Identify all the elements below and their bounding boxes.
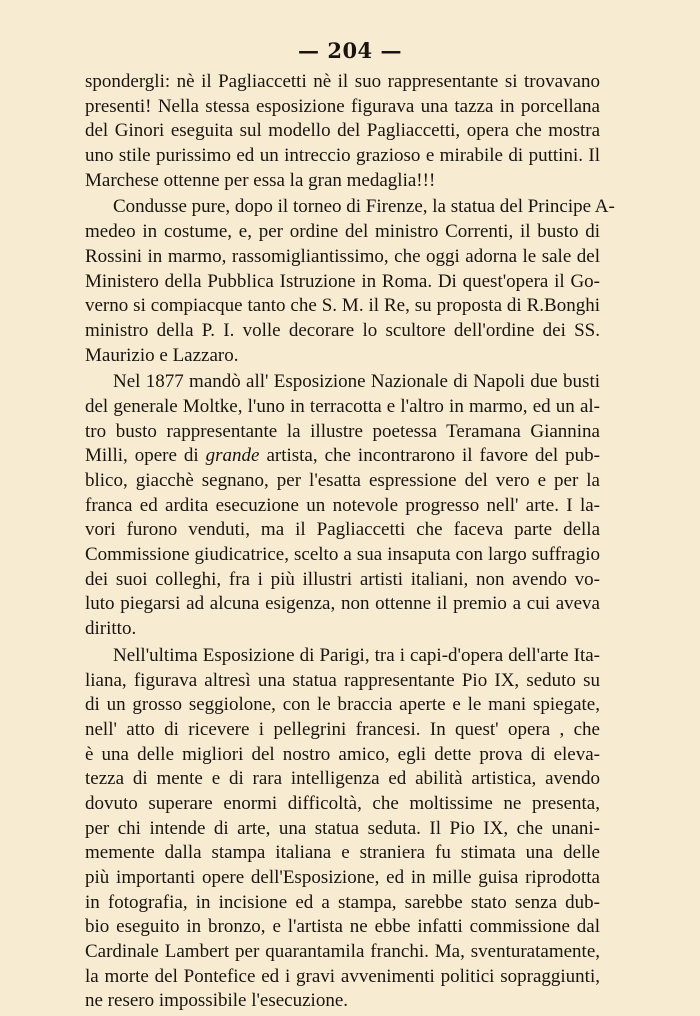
paragraph [85,370,600,642]
text-line: del generale Moltke, l'uno in terracotta e l'altro in marmo, ed un al- [85,395,600,417]
text-line: liana, figurava altresì una statua rappresentante Pio IX, seduto su [85,669,600,691]
text-line: ministro della P. I. volle decorare lo scultore dell'ordine dei SS. [85,319,600,341]
page-number: — 204 — [298,38,402,63]
text-line: in fotografia, in incisione ed a stampa, sarebbe stato senza dub- [85,891,600,913]
text-line: medeo in costume, e, per ordine del ministro Correnti, il busto di [85,221,600,243]
text-line: Commissione giudicatrice, scelto a sua insaputa con largo suffragio [85,544,600,566]
paragraph [85,644,600,1014]
paragraph [85,70,600,193]
text-line: Cardinale Lambert per quarantamila franchi. Ma, sventuratamente, [85,941,600,963]
paragraph [85,195,615,368]
text-line: vori furono venduti, ma il Pagliaccetti che faceva parte della [85,519,600,541]
text-line: dei suoi colleghi, fra i più illustri artisti italiani, non avendo vo- [85,568,600,590]
text-line: dovuto superare enormi difficoltà, che moltissime ne presenta, [85,792,600,814]
text-line: Nel 1877 mandò all' Esposizione Nazionale di Napoli due busti [113,371,600,393]
text-line: franca ed ardita esecuzione un notevole progresso nell' arte. I la- [85,494,600,516]
text-line: è una delle migliori del nostro amico, egli dette prova di eleva- [85,743,600,765]
text-line: Nell'ultima Esposizione di Parigi, tra i capi-d'opera dell'arte Ita- [113,644,600,666]
text-line: nell' atto di ricevere i pellegrini francesi. In quest' opera , che [85,718,600,740]
text-line: uno stile purissimo ed un intreccio grazioso e mirabile di puttini. Il [85,145,600,167]
text-line: del Ginori eseguita sul modello del Pagliaccetti, opera che mostra [85,120,600,142]
text-line: per chi intende di arte, una statua seduta. Il Pio IX, che unani- [85,817,600,839]
text-line: memente dalla stampa italiana e straniera fu stimata una delle [85,842,600,864]
text-line: ne resero impossibile l'esecuzione. [85,990,349,1012]
text-line: blico, giacchè segnano, per l'esatta espressione del vero e per la [85,470,600,491]
text-line: Condusse pure, dopo il torneo di Firenze, la statua del Principe A- [113,196,615,218]
text-line: bio eseguito in bronzo, e l'artista ne ebbe infatti commissione dal [85,916,600,938]
text-line: presenti! Nella stessa esposizione figurava una tazza in porcellana [85,95,600,117]
text-line: la morte del Pontefice ed i gravi avvenimenti politici sopraggiunti, [85,965,600,987]
body-text [85,70,615,1016]
text-line: di un grosso seggiolone, con le braccia aperte e le mani spiegate, [85,694,600,716]
text-line: Milli, opere di grande artista, che incontrarono il favore del pub- [85,445,600,467]
text-line: più importanti opere dell'Esposizione, ed in mille guisa riprodotta [85,867,600,888]
text-line: spondergli: nè il Pagliaccetti nè il suo rappresentante si trovavano [85,71,600,92]
text-line: Marchese ottenne per essa la gran medaglia!!! [85,169,436,191]
text-line: luto piegarsi ad alcuna esigenza, non ottenne il premio a cui aveva [85,593,600,615]
text-line: tro busto rappresentante la illustre poetessa Teramana Giannina [85,420,600,442]
text-line: verno si compiacque tanto che S. M. il Re, su proposta di R.Bonghi [85,295,600,317]
text-line: Maurizio e Lazzaro. [85,344,239,366]
text-line: diritto. [85,618,137,640]
text-line: Rossini in marmo, rassomigliantissimo, che oggi adorna le sale del [85,245,600,267]
text-line: tezza di mente e di rara intelligenza ed abilità artistica, avendo [85,768,600,790]
text-line: Ministero della Pubblica Istruzione in Roma. Di quest'opera il Go- [85,270,600,292]
